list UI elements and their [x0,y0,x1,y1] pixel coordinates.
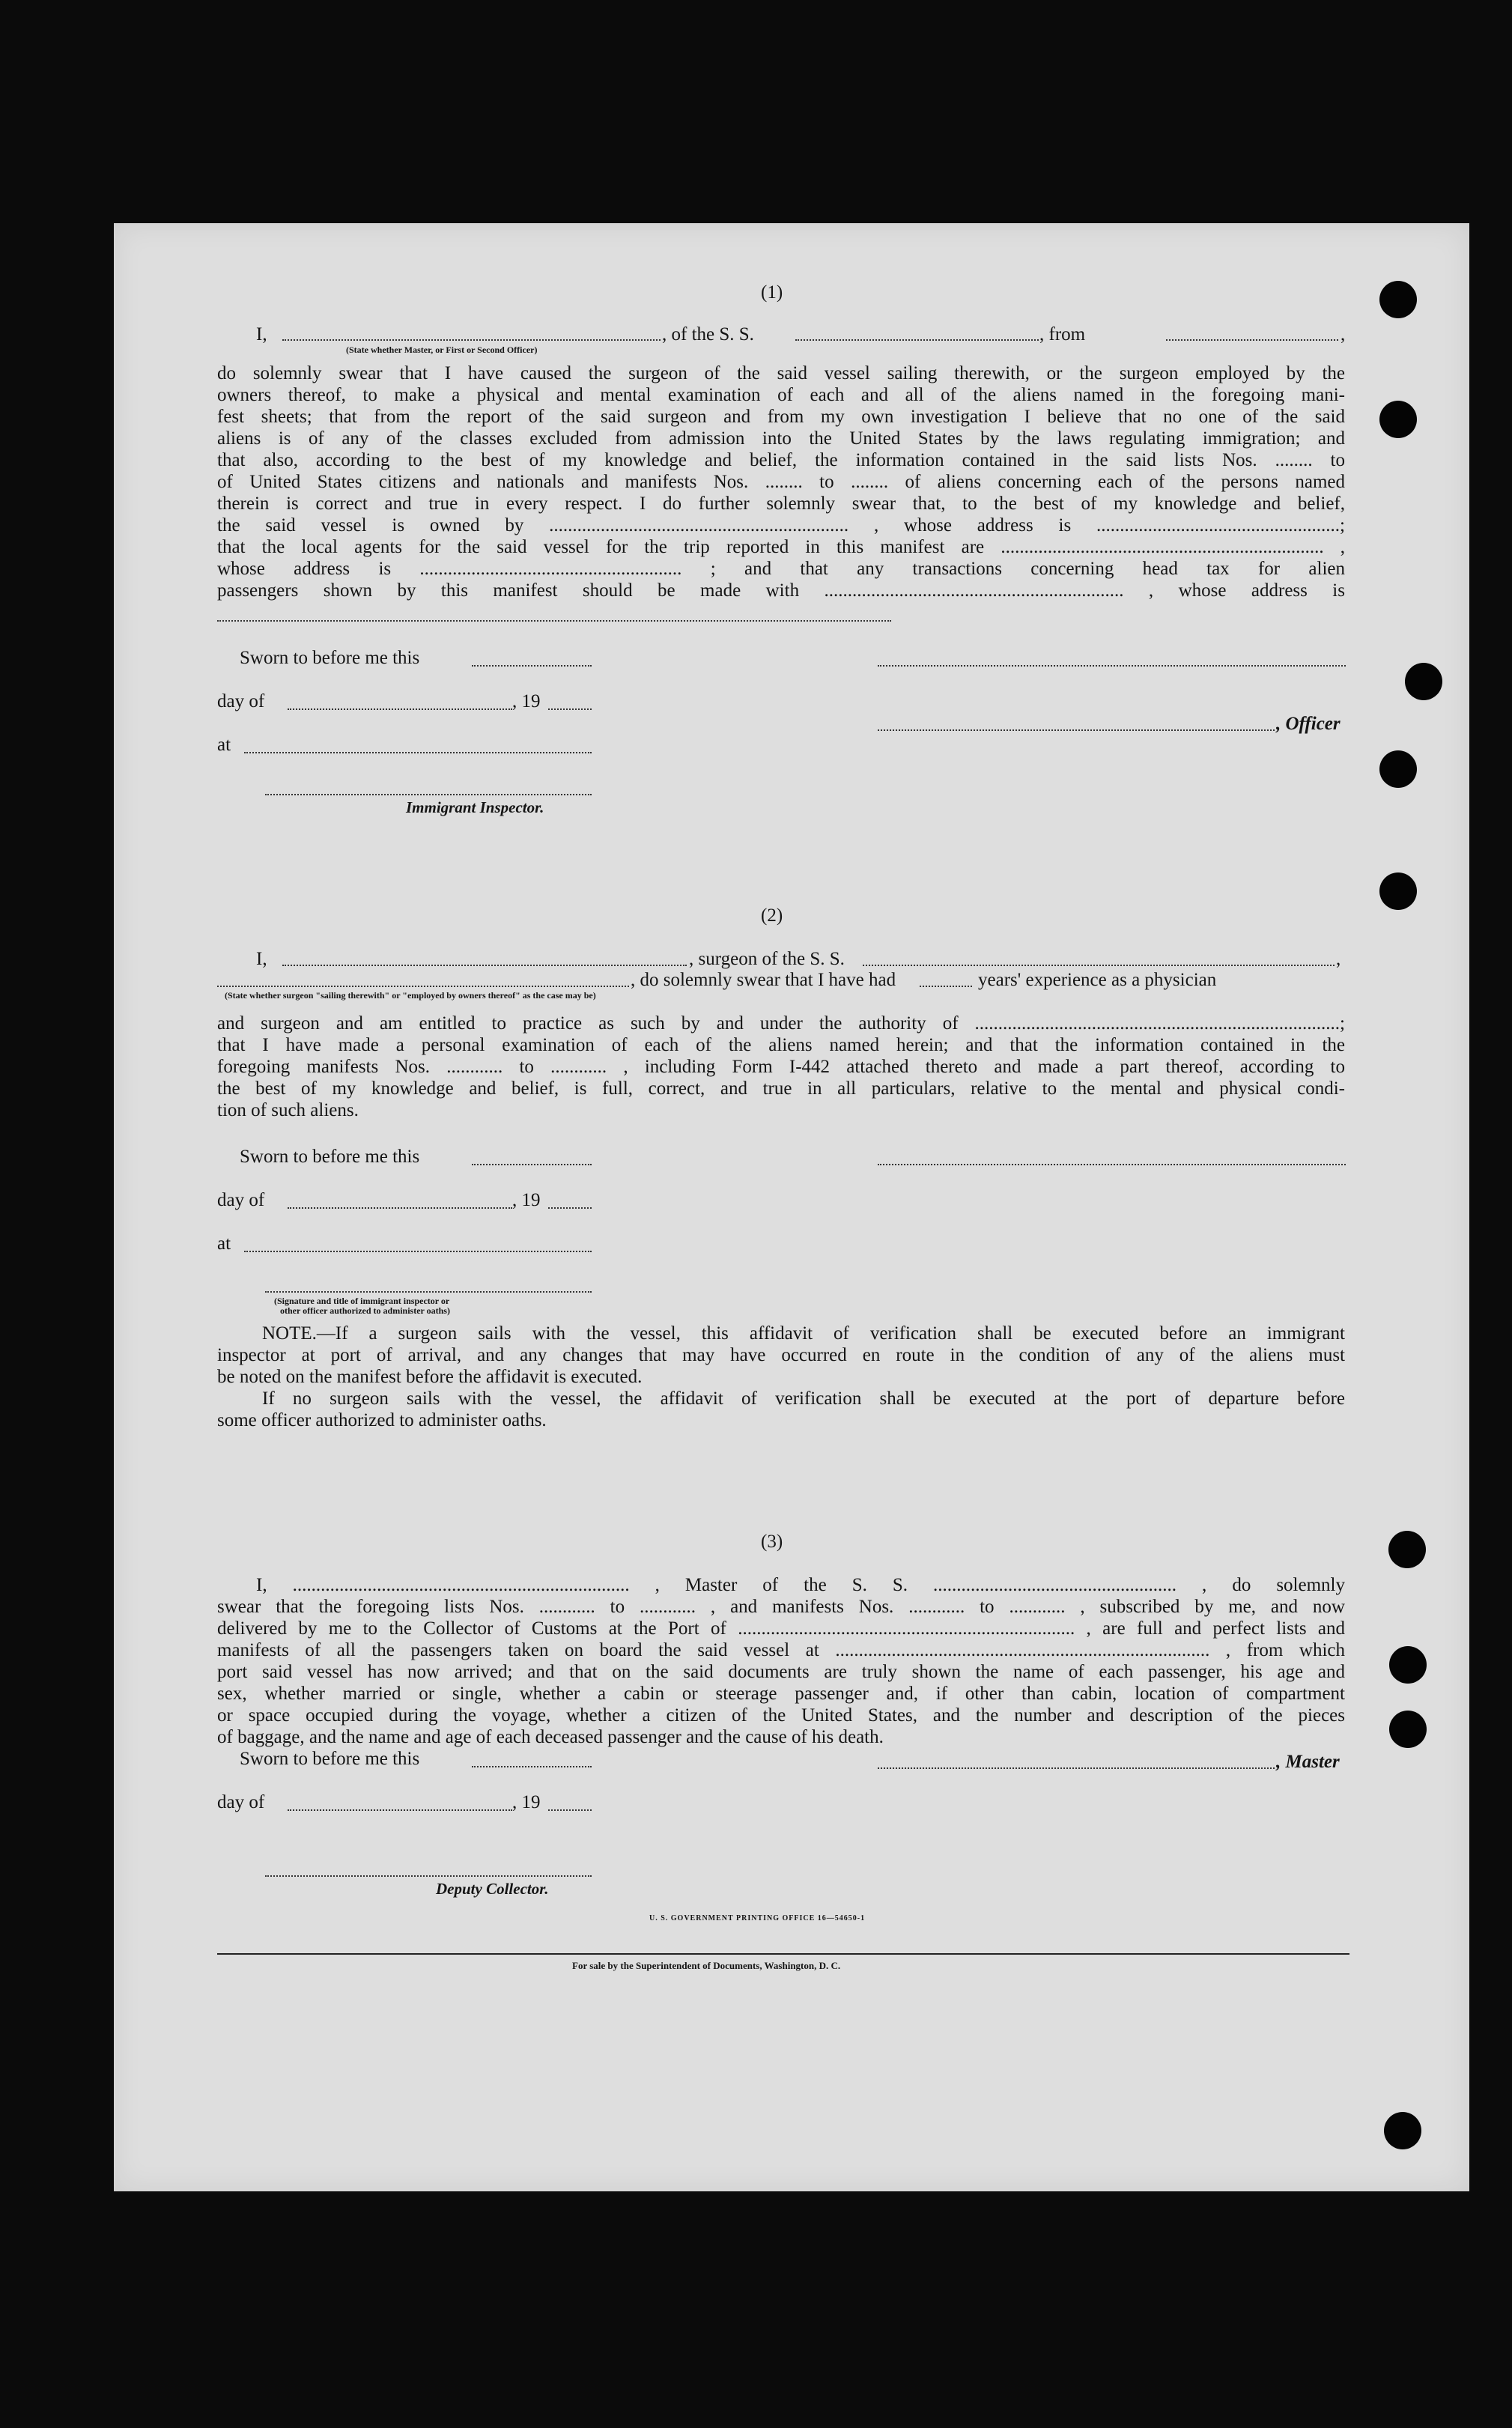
s2-day-blank[interactable] [288,1207,512,1209]
s1-line1-comma: , [1341,324,1346,345]
section-2-number: (2) [761,905,783,926]
s3-line: I, ........................................................................ , Master of the S. S. .................................................... , do solemnly [256,1575,1345,1595]
s2-note-paragraph [217,1323,1345,1431]
punch-hole [1389,1646,1427,1684]
s3-line: or space occupied during the voyage, whether a citizen of the United States, and the number and description of the pieces [217,1705,1345,1726]
s1-officer-blank[interactable] [282,339,661,341]
s1-day-label: day of [217,691,265,711]
s1-line: the said vessel is owned by ................................................................ , whose address is ....................................................; [217,515,1345,535]
s2-year-label: , 19 [512,1190,541,1210]
s2-line2-years: years' experience as a physician [978,970,1217,990]
s2-years-blank[interactable] [920,986,972,987]
punch-hole [1379,281,1417,318]
s1-line: whose address is ........................................................ ; and that any transactions concerning head tax for alien [217,559,1345,579]
punch-hole [1389,1711,1427,1748]
s1-day-blank[interactable] [288,708,512,710]
s3-line: delivered by me to the Collector of Customs at the Port of ........................................................................ , are full and perfect lists and [217,1618,1345,1639]
punch-hole [1405,663,1442,700]
s1-paragraph [217,362,1345,601]
s3-paragraph [217,1574,1345,1748]
s2-line1-i: I, [256,949,267,969]
s2-line: the best of my knowledge and belief, is full, correct, and true in all particulars, relative to the mental and physical condi- [217,1078,1345,1099]
s2-note2-line-last: some officer authorized to administer oaths. [217,1410,547,1430]
s3-year-blank[interactable] [548,1809,592,1811]
s3-collector-sign-blank[interactable] [265,1875,592,1877]
s1-at-label: at [217,735,231,755]
s1-inspector-sign-blank[interactable] [265,794,592,795]
s2-sworn-blank[interactable] [472,1164,592,1165]
sale-notice: For sale by the Superintendent of Documents, Washington, D. C. [572,1960,841,1971]
s2-paragraph [217,1013,1345,1121]
punch-hole [1379,750,1417,788]
s3-line-last: of baggage, and the name and age of each deceased passenger and the cause of his death. [217,1727,884,1747]
gpo-imprint: U. S. GOVERNMENT PRINTING OFFICE 16—54650-1 [649,1914,866,1922]
s1-officer-sign-blank[interactable] [878,729,1275,731]
s3-year-label: , 19 [512,1792,541,1812]
s2-line: and surgeon and am entitled to practice as such by and under the authority of ..............................................................................; [217,1013,1345,1034]
s2-line: that I have made a personal examination of each of the aliens named herein; and that the information contained in the [217,1035,1345,1055]
punch-hole [1379,872,1417,910]
s1-line: of United States citizens and nationals and manifests Nos. ........ to ........ of aliens concerning each of the persons named [217,472,1345,492]
s1-year-label: , 19 [512,691,541,711]
s2-at-label: at [217,1233,231,1254]
s2-day-label: day of [217,1190,265,1210]
punch-hole [1379,401,1417,438]
s3-sworn-label: Sworn to before me this [240,1749,420,1769]
s2-capacity-blank[interactable] [217,986,629,987]
punch-hole [1384,2112,1421,2149]
s2-sig-note-1: (Signature and title of immigrant inspector or [274,1296,450,1306]
s1-line1-i: I, [256,324,267,345]
s3-day-label: day of [217,1792,265,1812]
s2-sig-note-2: other officer authorized to administer oaths) [280,1305,450,1316]
s3-master-label: , Master [1276,1752,1340,1772]
s1-officer-label: , Officer [1276,714,1341,734]
s2-capacity-note: (State whether surgeon "sailing therewith" or "employed by owners thereof" as the case may be) [225,990,596,1001]
s2-surgeon-name-blank[interactable] [282,965,687,966]
s1-sworn-label: Sworn to before me this [240,648,420,668]
footer-rule [217,1953,1349,1955]
s1-vessel-blank[interactable] [795,339,1039,341]
s3-line: manifests of all the passengers taken on board the said vessel at ................................................................................ , from which [217,1640,1345,1660]
s1-at-blank[interactable] [244,752,592,753]
s1-line: do solemnly swear that I have caused the surgeon of the said vessel sailing therewith, or the surgeon employed by the [217,363,1345,383]
s3-master-sign-blank[interactable] [878,1767,1275,1769]
s1-line: owners thereof, to make a physical and mental examination of each and all of the aliens named in the foregoing mani- [217,385,1345,405]
s1-line1-from: , from [1039,324,1086,345]
s1-line: that also, according to the best of my knowledge and belief, the information contained in the said lists Nos. ........ to [217,450,1345,470]
s2-inspector-sign-blank[interactable] [265,1291,592,1293]
s1-line: aliens is of any of the classes excluded from admission into the United States by the laws regulating immigration; and [217,428,1345,449]
s1-line: passengers shown by this manifest should be made with ................................................................ , whose address is [217,580,1345,601]
s3-line: port said vessel has now arrived; and that on the said documents are truly shown the name of each passenger, his age and [217,1662,1345,1682]
s1-from-blank[interactable] [1166,339,1338,341]
s2-sworn-label: Sworn to before me this [240,1147,420,1167]
s1-officer-note: (State whether Master, or First or Second Officer) [346,345,538,355]
s1-sworn-blank[interactable] [472,665,592,667]
s3-collector-label: Deputy Collector. [436,1880,549,1898]
s3-line: swear that the foregoing lists Nos. ............ to ............ , and manifests Nos. ............ to ............ , subscribed by me, and now [217,1597,1345,1617]
s1-line: therein is correct and true in every respect. I do further solemnly swear that, to the best of my knowledge and belief, [217,494,1345,514]
s3-day-blank[interactable] [288,1809,512,1811]
s1-line1-ss: , of the S. S. [662,324,754,345]
s1-year-blank[interactable] [548,708,592,710]
s2-line: foregoing manifests Nos. ............ to ............ , including Form I-442 attached thereto and made a part thereof, according to [217,1057,1345,1077]
s2-vessel-blank[interactable] [863,965,1335,966]
s1-inspector-label: Immigrant Inspector. [406,798,544,816]
s3-sworn-blank[interactable] [472,1766,592,1767]
section-3-number: (3) [761,1532,783,1552]
s2-note-line: NOTE.—If a surgeon sails with the vessel, this affidavit of verification shall be executed before an immigrant [262,1323,1345,1344]
s2-line-last: tion of such aliens. [217,1100,359,1120]
s2-signature-blank[interactable] [878,1164,1346,1165]
document-page [114,223,1469,2191]
s2-year-blank[interactable] [548,1207,592,1209]
s2-at-blank[interactable] [244,1251,592,1252]
section-1-number: (1) [761,282,783,303]
bleed-through-mark [142,225,210,307]
s2-note-line-last: be noted on the manifest before the affidavit is executed. [217,1367,643,1387]
s2-line1-comma: , [1336,949,1341,969]
s2-line2-swear: , do solemnly swear that I have had [631,970,896,990]
s2-note-line: inspector at port of arrival, and any changes that may have occurred en route in the condition of any of the aliens must [217,1345,1345,1365]
punch-hole [1388,1531,1426,1568]
s1-line: that the local agents for the said vessel for the trip reported in this manifest are ..................................................................... , [217,537,1345,557]
s1-signature-blank[interactable] [878,665,1346,667]
s2-note2-line: If no surgeon sails with the vessel, the affidavit of verification shall be executed at the port of departure before [262,1388,1345,1409]
s1-address-blank[interactable] [217,620,891,622]
s1-line: fest sheets; that from the report of the said surgeon and from my own investigation I believe that no one of the said [217,407,1345,427]
s2-line1-ss: , surgeon of the S. S. [689,949,845,969]
s3-line: sex, whether married or single, whether a cabin or steerage passenger and, if other than cabin, location of compartment [217,1684,1345,1704]
